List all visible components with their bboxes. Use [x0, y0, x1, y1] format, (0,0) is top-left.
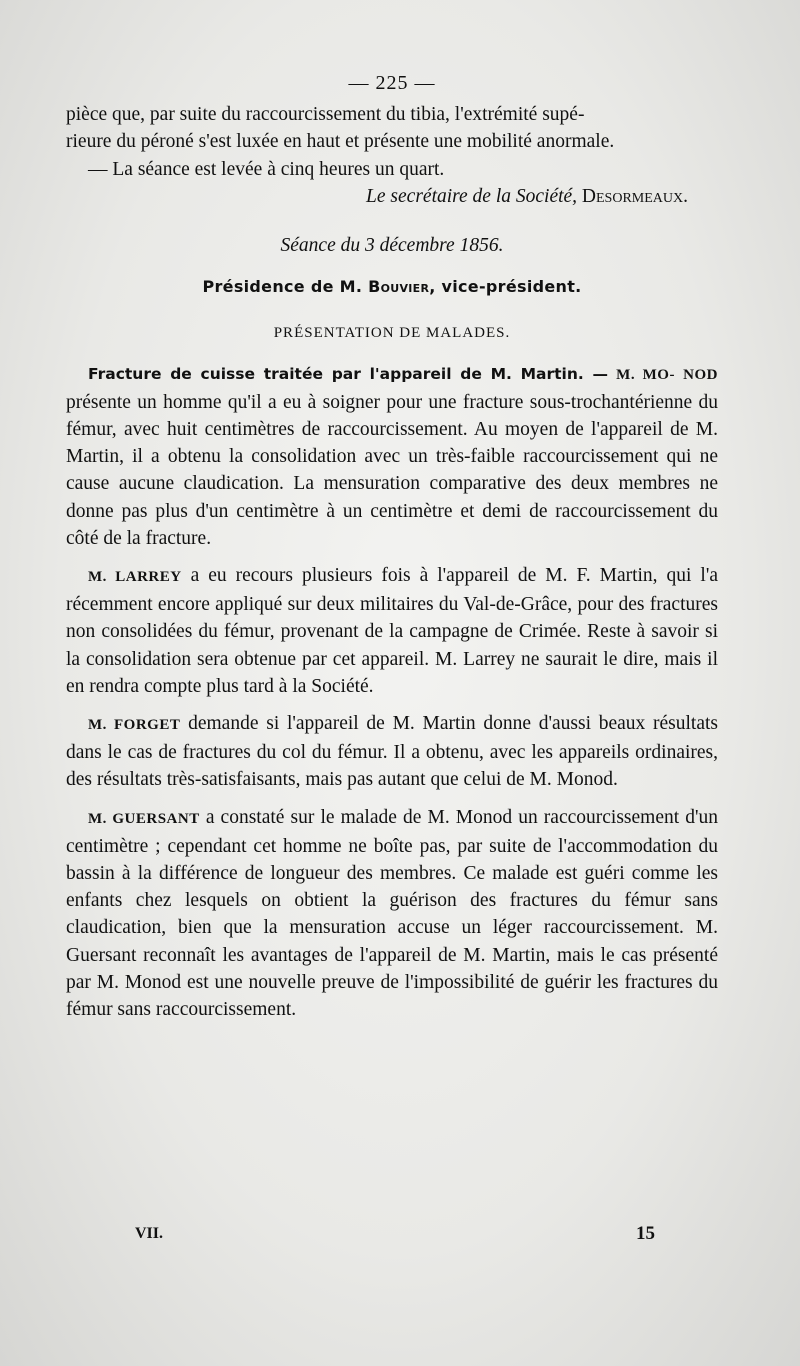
sheet-number: 15	[636, 1223, 655, 1244]
paragraph-text: a constaté sur le malade de M. Monod un raccourcissement d'un centimètre ; cependant cet homme ne boîte pas, par suite de l'accommodation du bassin à la différence de longueur des membres. Ce malade est guéri comme les enfants chez lesquels on obtient la guérison des fractures du fémur sans claudication, bien que la mensuration accuse un léger raccourcissement. M. Guersant reconnaît les avantages de l'appareil de M. Martin, mais le cas présenté par M. Monod est une nouvelle preuve de l'impossibilité de guérir les fractures du fémur sans raccourcissement.	[66, 806, 718, 1021]
signature-mark: VII.	[135, 1225, 164, 1242]
adjournment-line: — La séance est levée à cinq heures un quart.	[88, 158, 445, 180]
presidency-prefix: Présidence de	[202, 277, 334, 297]
secretary-name: Desormeaux.	[581, 185, 688, 207]
paragraph-guersant	[66, 804, 718, 1024]
speaker-name: M. LARREY	[88, 569, 182, 586]
paragraph-forget	[66, 710, 718, 794]
secretary-title: Le secrétaire de la Société,	[366, 185, 578, 207]
speaker-name: M. MO-	[616, 366, 675, 383]
paragraph-text: demande si l'appareil de M. Martin donne d'aussi beaux résultats dans le cas de fractures du col du fémur. Il a obtenu, avec les appareils ordinaires, des résultats très-satisfaisants, mais pas autant que celui de M. Monod.	[66, 713, 719, 791]
page-body	[66, 70, 718, 1023]
paragraph-heading: Fracture de cuisse traitée par l'appareil de M. Martin. —	[88, 364, 608, 383]
speaker-name: M. GUERSANT	[88, 810, 200, 827]
paragraph-text: a eu recours plusieurs fois à l'appareil de M. F. Martin, qui l'a récemment encore appliqué sur deux militaires du Val-de-Grâce, pour des fractures non consolidées du fémur, provenant de la campagne de Crimée. Reste à savoir si la consolidation sera obtenue par cet appareil. M. Larrey ne saurait le dire, mais il en rendra compte plus tard à la Société.	[66, 565, 719, 697]
presidency-line	[66, 273, 718, 300]
speaker-name: M. FORGET	[88, 717, 181, 734]
presidency-suffix: , vice-président.	[429, 277, 582, 297]
presidency-name: M. Bouvier	[339, 277, 430, 297]
page-number: — 225 —	[348, 72, 436, 94]
paragraph-monod	[66, 360, 718, 552]
secretary-line	[66, 183, 718, 210]
paragraph-text: présente un homme qu'il a eu à soigner pour une fracture sous-trochantérienne du fémur, avec huit centimètres de raccourcissement. Au moyen de l'appareil de M. Martin, il a obtenu la consolidation avec un très-faible raccourcissement qui ne cause aucune claudication. La mensuration comparative des deux membres ne donne pas plus d'un centimètre à un centimètre et demi de raccourcissement du côté de la fracture.	[66, 391, 718, 549]
section-heading: PRÉSENTATION DE MALADES.	[273, 325, 511, 342]
text-line: pièce que, par suite du raccourcissement du tibia, l'extrémité supé-	[66, 104, 585, 126]
session-date: Séance du 3 décembre 1856.	[280, 235, 504, 257]
text-line: rieure du péroné s'est luxée en haut et présente une mobilité anormale.	[66, 131, 615, 153]
paragraph-larrey	[66, 562, 718, 700]
speaker-name-cont: NOD	[683, 366, 718, 383]
